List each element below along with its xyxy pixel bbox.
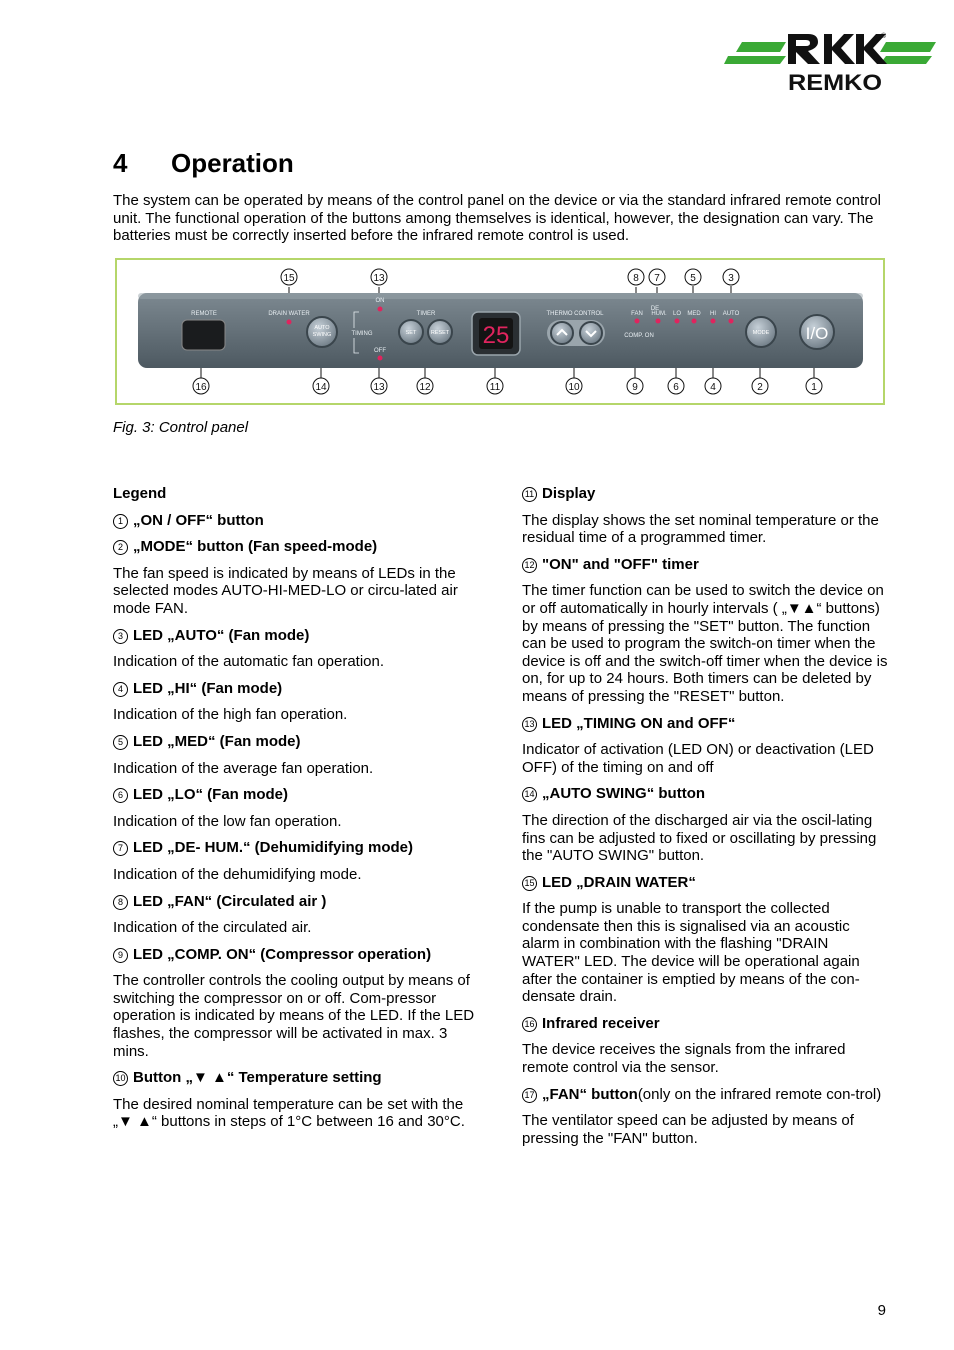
callout-number: 10 — [568, 382, 580, 393]
legend-item-body: The timer function can be used to switch the device on or off automatically in hourly intervals ( „▼▲“ buttons) by means of pressing the "SET" button. The function can be used to program the switch-on timer when the device is off and the switch-off timer when the device is on, for up to 24 hours. Both timers can be deleted by means of pressing the "RESET" button. — [522, 582, 888, 705]
legend-item-heading — [522, 485, 888, 503]
callout-number: 11 — [489, 382, 501, 393]
legend-number-badge: 4 — [113, 682, 128, 697]
legend-item — [113, 839, 478, 883]
reset-label: RESET — [430, 330, 450, 336]
legend-item-heading — [113, 946, 478, 964]
legend-item-title: LED „DE- HUM.“ (Dehumidifying mode) — [133, 839, 413, 857]
legend-item-heading — [522, 1015, 888, 1033]
legend-number-badge: 16 — [522, 1017, 537, 1032]
remko-logo — [724, 30, 939, 94]
legend-item-heading — [113, 893, 478, 911]
legend-item-title: „FAN“ button — [542, 1085, 638, 1103]
legend-item-title: „ON / OFF“ button — [133, 511, 264, 529]
drain-water-led — [287, 320, 292, 325]
med-led-label: MED — [687, 311, 701, 317]
legend-item-title: LED „HI“ (Fan mode) — [133, 679, 283, 697]
display-value: 25 — [482, 322, 510, 349]
legend-number-badge: 12 — [522, 558, 537, 573]
callout-number: 13 — [373, 273, 385, 284]
legend-item-body: Indication of the dehumidifying mode. — [113, 865, 362, 883]
timing-off-label: OFF — [374, 348, 386, 354]
legend-number-badge: 14 — [522, 787, 537, 802]
legend-item-body: Indication of the circulated air. — [113, 919, 312, 937]
legend-item-heading — [113, 1069, 478, 1087]
dehum-led-label-line2: HUM. — [651, 311, 667, 317]
temperature-up-button[interactable] — [551, 322, 573, 344]
hi-led-label: HI — [710, 311, 716, 317]
callout-number: 1 — [811, 382, 817, 393]
registered-mark: ® — [881, 33, 887, 40]
legend-item-heading — [113, 786, 478, 804]
legend-item — [113, 627, 478, 671]
legend-item-body: Indication of the automatic fan operation. — [113, 653, 385, 671]
chapter-number: 4 — [113, 148, 128, 178]
legend-item-heading — [113, 512, 478, 530]
callout-number: 7 — [654, 273, 660, 284]
fan-led-label: FAN — [631, 311, 643, 317]
timer-label: TIMER — [416, 311, 436, 317]
callout-number: 14 — [315, 382, 327, 393]
legend-item-note: (only on the infrared remote con-trol) — [637, 1085, 882, 1103]
drain-water-label: DRAIN WATER — [268, 311, 310, 317]
legend-item-body: The ventilator speed can be adjusted by means of pressing the "FAN" button. — [522, 1112, 854, 1147]
legend-item — [113, 680, 478, 724]
med-led — [692, 319, 697, 324]
comp-on-label: COMP. ON — [624, 333, 654, 339]
legend-item — [522, 1086, 888, 1148]
legend-item-heading — [113, 680, 478, 698]
legend-item-heading — [522, 785, 888, 803]
legend-item — [522, 556, 888, 706]
legend-number-badge: 8 — [113, 895, 128, 910]
auto-swing-label-line2: SWING — [312, 332, 332, 338]
legend-item-body: The direction of the discharged air via the oscil-lating fins can be adjusted to fixed or oscillating by pressing the "AUTO SWING" button. — [522, 811, 877, 865]
callouts-top — [281, 269, 739, 285]
callout-number: 2 — [757, 382, 763, 393]
legend-item — [522, 785, 888, 864]
legend-number-badge: 17 — [522, 1088, 537, 1103]
callout-number: 16 — [195, 382, 207, 393]
callouts-bottom — [193, 378, 822, 394]
legend-item — [113, 786, 478, 830]
legend-item-body: The device receives the signals from the infrared remote control via the sensor. — [522, 1041, 846, 1077]
legend-number-badge: 3 — [113, 629, 128, 644]
callout-number: 9 — [632, 382, 638, 393]
fan-led — [635, 319, 640, 324]
legend-number-badge: 6 — [113, 788, 128, 803]
timing-on-label: ON — [375, 298, 385, 304]
legend-item-title: LED „AUTO“ (Fan mode) — [133, 626, 310, 644]
legend-item-body: The display shows the set nominal temperature or the residual time of a programmed timer. — [522, 511, 879, 547]
legend-item — [522, 485, 888, 547]
thermo-control-label: THERMO CONTROL — [546, 311, 604, 317]
legend-item-heading — [522, 1086, 888, 1104]
legend-item-heading — [113, 538, 478, 556]
intro-paragraph: The system can be operated by means of the control panel on the device or via the standard infrared remote control unit. The functional operation of the buttons among themselves is identical, however, the designation can vary. The batteries must be correctly inserted before the infrared remote control is used. — [113, 192, 881, 245]
legend-item-title: Infrared receiver — [542, 1014, 660, 1032]
legend-item-title: „MODE“ button (Fan speed-mode) — [133, 538, 378, 556]
legend-column-right — [522, 485, 888, 1156]
legend-item — [522, 715, 888, 777]
dehum-led-label-line1: DE — [650, 306, 660, 312]
legend-number-badge: 7 — [113, 841, 128, 856]
dehum-led — [656, 319, 661, 324]
legend-item-body: The desired nominal temperature can be set with the „▼ ▲“ buttons in steps of 1°C between 16 and 30°C. — [113, 1095, 465, 1131]
legend-item-body: The controller controls the cooling output by means of switching the compressor on or off. Com-pressor operation is indicated by means of the LED. If the LED flashes, the compressor will be activated in max. 3 mins. — [113, 972, 475, 1060]
legend-number-badge: 1 — [113, 514, 128, 529]
legend-item-title: LED „TIMING ON and OFF“ — [542, 714, 736, 732]
power-icon: I/O — [805, 324, 829, 343]
legend-item-heading — [113, 627, 478, 645]
legend-number-badge: 11 — [522, 487, 537, 502]
legend-number-badge: 2 — [113, 540, 128, 555]
callout-number: 8 — [633, 273, 639, 284]
chapter-heading — [113, 148, 294, 179]
legend-number-badge: 5 — [113, 735, 128, 750]
timing-off-led — [378, 356, 383, 361]
lo-led-label: LO — [672, 311, 682, 317]
legend-item — [113, 733, 478, 777]
brand-name: REMKO — [788, 70, 882, 94]
page-number: 9 — [877, 1302, 886, 1319]
legend-item-heading — [113, 733, 478, 751]
callout-number: 6 — [673, 382, 679, 393]
timing-label: TIMING — [351, 331, 373, 337]
legend-item-title: "ON" and "OFF" timer — [542, 555, 699, 573]
legend-item-title: LED „DRAIN WATER“ — [542, 873, 696, 891]
legend-item-heading — [522, 874, 888, 892]
legend-item — [113, 946, 478, 1061]
legend-item-heading — [113, 839, 478, 857]
legend-item-title: LED „FAN“ (Circulated air ) — [133, 892, 327, 910]
chapter-title: Operation — [171, 148, 294, 178]
legend-item — [113, 1069, 478, 1131]
callout-number: 5 — [690, 273, 696, 284]
auto-led-label: AUTO — [722, 311, 740, 317]
legend-item-body: Indicator of activation (LED ON) or deactivation (LED OFF) of the timing on and off — [522, 741, 874, 776]
legend-item-body: Indication of the high fan operation. — [113, 706, 348, 724]
legend-item-body: The fan speed is indicated by means of LEDs in the selected modes AUTO-HI-MED-LO or circu-lated air mode FAN. — [113, 564, 458, 617]
legend-item-title: „AUTO SWING“ button — [542, 785, 706, 803]
legend-column-left — [113, 485, 478, 1140]
control-panel-illustration — [117, 260, 883, 403]
temperature-down-button[interactable] — [580, 322, 602, 344]
legend-item-body: Indication of the average fan operation. — [113, 759, 374, 777]
callout-number: 3 — [728, 273, 734, 284]
legend-item-title: Display — [542, 485, 596, 502]
lo-led — [675, 319, 680, 324]
legend-title: Legend — [113, 485, 167, 502]
control-panel-figure — [115, 258, 885, 405]
callout-number: 4 — [710, 382, 716, 393]
legend-number-badge: 9 — [113, 948, 128, 963]
hi-led — [711, 319, 716, 324]
legend-item-title: Button „▼ ▲“ Temperature setting — [133, 1069, 382, 1087]
legend-number-badge: 10 — [113, 1071, 128, 1086]
legend-item-body: Indication of the low fan operation. — [113, 812, 342, 830]
legend-number-badge: 15 — [522, 876, 537, 891]
legend-item — [113, 538, 478, 617]
infrared-receiver — [182, 320, 225, 350]
legend-item-title: LED „COMP. ON“ (Compressor operation) — [133, 945, 432, 963]
legend-item — [113, 893, 478, 937]
legend-item — [522, 1015, 888, 1077]
legend-number-badge: 13 — [522, 717, 537, 732]
callout-number: 13 — [373, 382, 385, 393]
legend-item — [522, 874, 888, 1006]
legend-item-body: If the pump is unable to transport the collected condensate then this is signalised via an acoustic alarm in combination with the flashing "DRAIN WATER" LED. The device will be operational again after the container is emptied by means of the con-densate drain. — [522, 900, 860, 1006]
remote-label: REMOTE — [191, 311, 217, 317]
callout-number: 15 — [283, 273, 295, 284]
timing-on-led — [378, 307, 383, 312]
legend-item — [113, 512, 478, 530]
callout-number: 12 — [419, 382, 431, 393]
legend-item-heading — [522, 556, 888, 574]
set-label: SET — [405, 330, 417, 336]
mode-label: MODE — [752, 330, 770, 336]
figure-caption: Fig. 3: Control panel — [113, 419, 249, 436]
legend-item-title: LED „LO“ (Fan mode) — [133, 786, 288, 804]
legend-item-title: LED „MED“ (Fan mode) — [133, 732, 301, 750]
auto-led — [729, 319, 734, 324]
auto-swing-label-line1: AUTO — [314, 325, 330, 331]
legend-item-heading — [522, 715, 888, 733]
